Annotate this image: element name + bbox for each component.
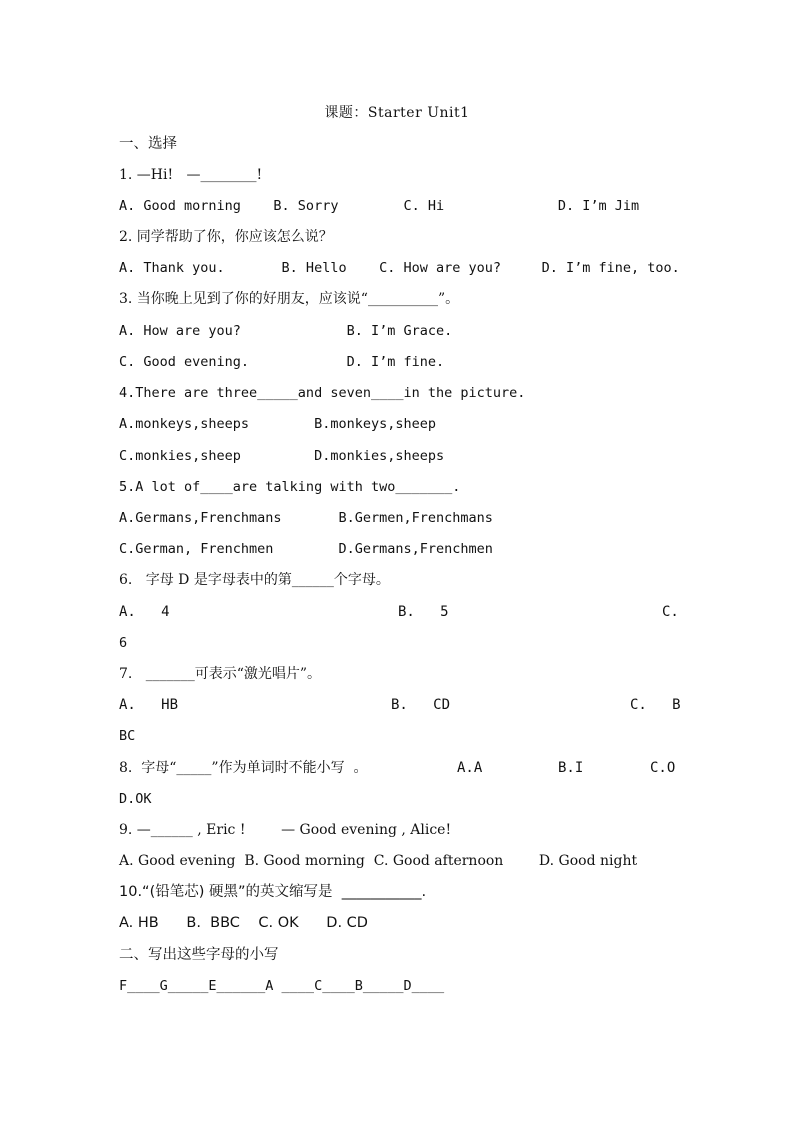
question-6-option-b: B. 5 (398, 604, 449, 620)
question-5-options-row-1: A.Germans,Frenchmans B.Germen,Frenchmans (119, 510, 493, 526)
question-7-stem: 7. _______可表示“激光唱片”。 (119, 666, 322, 682)
question-3-options-row-2: C. Good evening. D. I’m fine. (119, 354, 445, 370)
question-3-options-row-1: A. How are you? B. I’m Grace. (119, 323, 453, 339)
question-7-option-b: B. CD (391, 697, 451, 713)
question-8-option-a: A.A (457, 760, 483, 776)
question-10-options: A. HB B. BBC C. OK D. CD (119, 915, 368, 931)
question-10-stem: 10.“(铅笔芯) 硬黑”的英文缩写是 ___________. (119, 884, 427, 900)
question-1-options: A. Good morning B. Sorry C. Hi D. I’m Jim (119, 198, 640, 214)
page-title: 课题：Starter Unit1 (324, 105, 470, 121)
question-7-option-a: A. HB (119, 697, 179, 713)
question-7-option-c-value: BC (119, 728, 136, 744)
section-heading-lowercase: 二、写出这些字母的小写 (119, 947, 279, 963)
question-8-option-d: D.OK (119, 791, 152, 807)
question-2-options: A. Thank you. B. Hello C. How are you? D. I’m fine, too. (119, 260, 680, 276)
question-4-options-row-2: C.monkies,sheep D.monkies,sheeps (119, 448, 445, 464)
question-3-stem: 3. 当你晚上见到了你的好朋友，应该说“__________”。 (119, 291, 460, 307)
question-1-stem: 1. —Hi! —________! (119, 167, 263, 183)
question-5-options-row-2: C.German, Frenchmen D.Germans,Frenchmen (119, 541, 493, 557)
lowercase-letters-exercise: F____G_____E______A ____C____B_____D____ (119, 978, 445, 994)
question-2-stem: 2. 同学帮助了你，你应该怎么说？ (119, 229, 333, 245)
question-6-option-c: C. (662, 604, 679, 620)
question-9-stem: 9. —______ , Eric ! — Good evening , Alice! (119, 822, 452, 838)
question-4-options-row-1: A.monkeys,sheeps B.monkeys,sheep (119, 416, 436, 432)
section-heading-choice: 一、选择 (119, 136, 177, 152)
question-6-stem: 6. 字母 D 是字母表中的第______个字母。 (119, 572, 390, 588)
question-8-stem: 8. 字母“_____”作为单词时不能小写 。 (119, 760, 368, 776)
question-8-option-b: B.I (558, 760, 584, 776)
question-8-option-c: C.O (650, 760, 676, 776)
question-4-stem: 4.There are three_____and seven____in the picture. (119, 385, 526, 401)
question-5-stem: 5.A lot of____are talking with two_______. (119, 479, 461, 495)
question-9-options: A. Good evening B. Good morning C. Good afternoon D. Good night (119, 853, 638, 869)
question-7-option-c: C. B (630, 697, 681, 713)
question-6-option-a: A. 4 (119, 604, 170, 620)
question-6-option-c-value: 6 (119, 635, 128, 651)
